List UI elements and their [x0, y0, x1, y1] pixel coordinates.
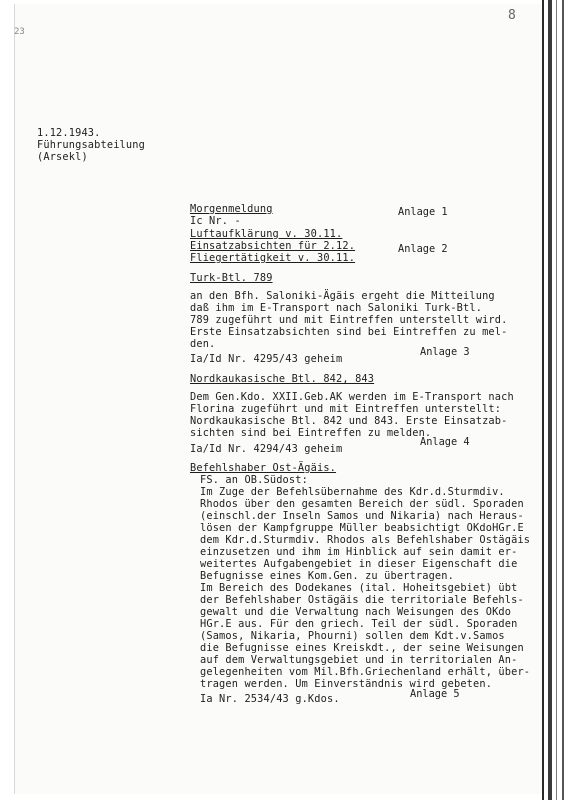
- ost-aegaeis-reference: Ia Nr. 2534/43 g.Kdos.: [200, 693, 340, 705]
- ic-number: Ic Nr. -: [190, 215, 241, 227]
- ost-aegaeis-line: weitertes Aufgabengebiet in dieser Eigenschaft die: [200, 558, 518, 570]
- annex-5: Anlage 5: [410, 688, 460, 700]
- corner-mark: 23: [14, 27, 25, 37]
- ost-aegaeis-title: Befehlshaber Ost-Ägäis.: [190, 462, 337, 474]
- annex-2: Anlage 2: [398, 243, 448, 255]
- ost-aegaeis-line: Rhodos über den gesamten Bereich der südl. Sporaden: [200, 498, 524, 510]
- ost-aegaeis-line: der Befehlshaber Ostägäis die territoriale Befehls-: [200, 594, 524, 606]
- ost-aegaeis-line: gelegenheiten vom Mil.Bfh.Griechenland erhält, über-: [200, 666, 531, 678]
- ost-aegaeis-line: Im Zuge der Befehlsübernahme des Kdr.d.Sturmdiv.: [200, 486, 505, 498]
- binder-edge: [542, 0, 572, 800]
- ost-aegaeis-line: lösen der Kampfgruppe Müller beabsichtigt OKdoHGr.E: [200, 522, 524, 534]
- ost-aegaeis-line: FS. an OB.Südost:: [200, 474, 308, 486]
- nordkauk-line: Florina zugeführt und mit Eintreffen unterstellt:: [190, 403, 502, 415]
- turk-line: Erste Einsatzabsichten sind bei Eintreffen zu mel-: [190, 326, 508, 338]
- nordkauk-line: Dem Gen.Kdo. XXII.Geb.AK werden im E-Transport nach: [190, 391, 514, 403]
- ost-aegaeis-line: (Samos, Nikaria, Phourni) sollen dem Kdt.v.Samos: [200, 630, 505, 642]
- nordkauk-reference: Ia/Id Nr. 4294/43 geheim: [190, 443, 343, 455]
- annex-1: Anlage 1: [398, 206, 448, 218]
- department: Führungsabteilung: [37, 139, 145, 151]
- nordkauk-line: sichten sind bei Eintreffen zu melden.: [190, 427, 432, 439]
- turk-reference: Ia/Id Nr. 4295/43 geheim: [190, 353, 343, 365]
- air-recon-line: Luftaufklärung v. 30.11.: [190, 228, 343, 240]
- turk-line: den.: [190, 338, 216, 350]
- turk-line: 789 zugeführt und mit Eintreffen unterstellt wird.: [190, 314, 508, 326]
- ost-aegaeis-line: tragen werden. Um Einverständnis wird gebeten.: [200, 678, 493, 690]
- department-code: (Arsekl): [37, 151, 88, 163]
- turk-line: an den Bfh. Saloniki-Ägäis ergeht die Mitteilung: [190, 290, 495, 302]
- mission-plans-line: Einsatzabsichten für 2.12.: [190, 240, 356, 252]
- ost-aegaeis-line: einzusetzen und ihm im Hinblick auf sein damit er-: [200, 546, 518, 558]
- ost-aegaeis-line: Befugnisse eines Kom.Gen. zu übertragen.: [200, 570, 454, 582]
- morning-report-title: Morgenmeldung: [190, 203, 273, 215]
- ost-aegaeis-line: auf dem Verwaltungsgebiet und in territorialen An-: [200, 654, 518, 666]
- ost-aegaeis-line: Im Bereich des Dodekanes (ital. Hoheitsgebiet) übt: [200, 582, 518, 594]
- nordkauk-line: Nordkaukasische Btl. 842 und 843. Erste Einsatzab-: [190, 415, 508, 427]
- annex-3: Anlage 3: [420, 346, 470, 358]
- turk-line: daß ihm im E-Transport nach Saloniki Turk-Btl.: [190, 302, 483, 314]
- ost-aegaeis-line: gewalt und die Verwaltung nach Weisungen des OKdo: [200, 606, 512, 618]
- annex-4: Anlage 4: [420, 436, 470, 448]
- page-number: 8: [508, 8, 516, 23]
- air-activity-line: Fliegertätigkeit v. 30.11.: [190, 252, 356, 264]
- turk-title: Turk-Btl. 789: [190, 272, 273, 284]
- ost-aegaeis-line: die Befugnisse eines Kreiskdt., der seine Weisungen: [200, 642, 524, 654]
- ost-aegaeis-line: dem Kdr.d.Sturmdiv. Rhodos als Befehlshaber Ostägäis: [200, 534, 531, 546]
- ost-aegaeis-line: (einschl.der Inseln Samos und Nikaria) nach Heraus-: [200, 510, 524, 522]
- ost-aegaeis-line: HGr.E aus. Für den griech. Teil der südl. Sporaden: [200, 618, 518, 630]
- report-date: 1.12.1943.: [37, 127, 101, 139]
- nordkauk-title: Nordkaukasische Btl. 842, 843: [190, 373, 375, 385]
